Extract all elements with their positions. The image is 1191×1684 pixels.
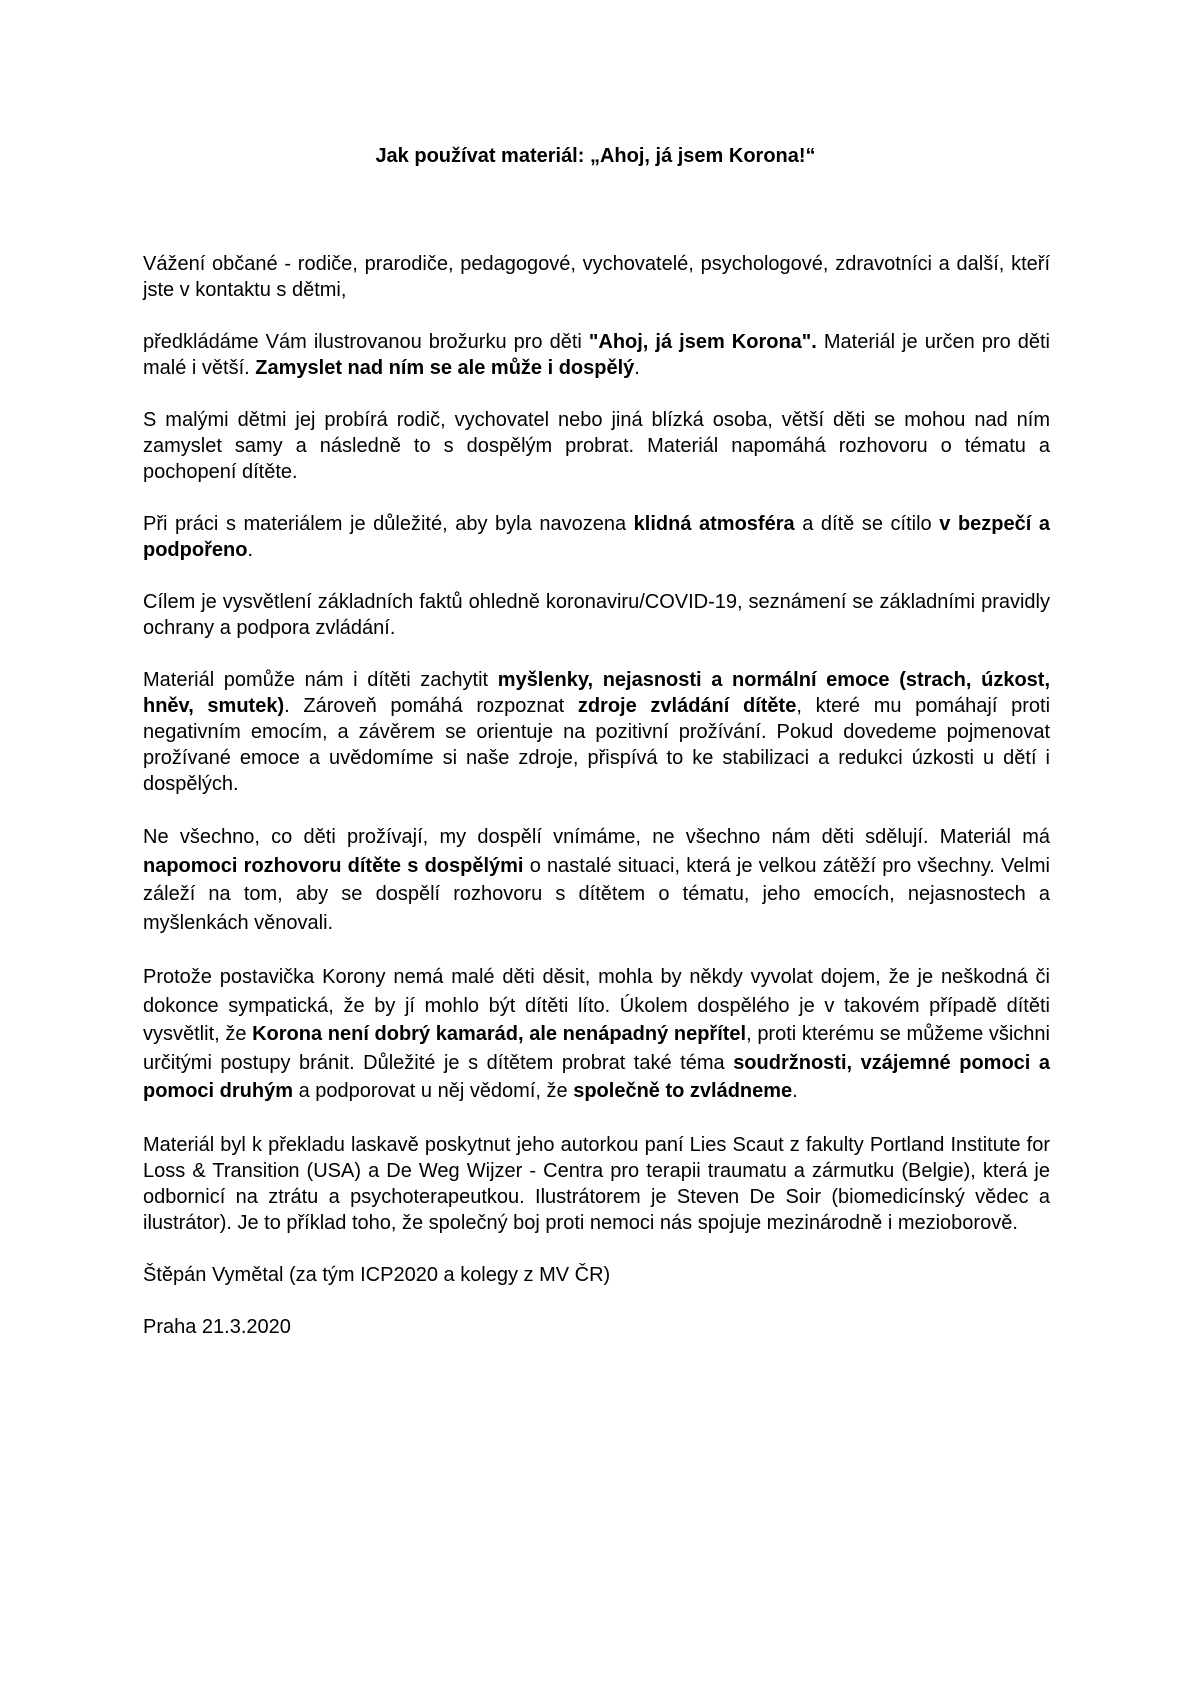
document-body bbox=[143, 251, 1050, 1366]
text-run: Materiál pomůže nám i dítěti zachytit bbox=[143, 669, 498, 691]
text-run: . bbox=[792, 1080, 798, 1102]
bold-run: myšlenky, nejasnosti a normální emoce (strach, úzkost, hněv, smutek) bbox=[143, 669, 1051, 717]
bold-run: společně to zvládneme bbox=[573, 1080, 793, 1102]
text-run: a dítě se cítilo bbox=[794, 513, 940, 535]
bold-run: Korona není dobrý kamarád, ale nenápadný nepřítel bbox=[252, 1023, 747, 1045]
text-run: . bbox=[634, 357, 640, 379]
bold-run: Zamyslet nad ním se ale může i dospělý bbox=[255, 357, 635, 379]
bold-run: soudržnosti, vzájemné pomoci a pomoci druhým bbox=[143, 1051, 1051, 1102]
document-title: Jak používat materiál: „Ahoj, já jsem Korona!“ bbox=[375, 145, 816, 167]
text-run: Materiál je určen pro děti malé i větší. bbox=[143, 331, 1050, 379]
paragraph-5 bbox=[143, 589, 1050, 641]
text-run: Ne všechno, co děti prožívají, my dospělí vnímáme, ne všechno nám děti sdělují. Materiál má bbox=[143, 826, 1050, 848]
paragraph-6 bbox=[143, 667, 1050, 797]
text-run: Materiál byl k překladu laskavě poskytnut jeho autorkou paní Lies Scaut z fakulty Portland Institute for Loss & Transition (USA) a De Weg Wijzer - Centra pro terapii traumatu a zármutku (Belgie), která je odbornicí na ztrátu a psychoterapeutkou. Ilustrátorem je Steven De Soir (biomedicínský vědec a ilustrátor). Je to příklad toho, že společný boj proti nemoci nás spojuje mezinárodně i mezioborově. bbox=[143, 1133, 1050, 1234]
text-run: Cílem je vysvětlení základních faktů ohledně koronaviru/COVID-19, seznámení se základními pravidly ochrany a podpora zvládání. bbox=[143, 591, 1050, 639]
text-run: předkládáme Vám ilustrovanou brožurku pro děti bbox=[143, 331, 589, 353]
bold-run: klidná atmosféra bbox=[633, 513, 795, 535]
text-run: Praha 21.3.2020 bbox=[143, 1315, 291, 1338]
paragraph-1 bbox=[143, 251, 1050, 303]
bold-run: zdroje zvládání dítěte bbox=[577, 695, 797, 717]
paragraph-11 bbox=[143, 1314, 1050, 1340]
text-run: a podporovat u něj vědomí, že bbox=[293, 1080, 574, 1102]
text-run: , proti kterému se můžeme všichni určitými postupy bránit. Důležité je s dítětem probrat také téma bbox=[143, 1023, 1050, 1074]
paragraph-9 bbox=[143, 1132, 1050, 1236]
text-run: S malými dětmi jej probírá rodič, vychovatel nebo jiná blízká osoba, větší děti se mohou nad ním zamyslet samy a následně to s dospělým probrat. Materiál napomáhá rozhovoru o tématu a pochopení dítěte. bbox=[143, 409, 1050, 483]
text-run: . Zároveň pomáhá rozpoznat bbox=[284, 695, 578, 717]
text-run: , které mu pomáhají proti negativním emocím, a závěrem se orientuje na pozitivní prožívání. Pokud dovedeme pojmenovat prožívané emoce a uvědomíme si naše zdroje, přispívá to ke stabilizaci a redukci úzkosti u dětí i dospělých. bbox=[143, 695, 1051, 795]
text-run: Vážení občané - rodiče, prarodiče, pedagogové, vychovatelé, psychologové, zdravotníci a další, kteří jste v kontaktu s dětmi, bbox=[143, 253, 1050, 301]
text-run: . bbox=[247, 539, 253, 561]
bold-run: v bezpečí a podpořeno bbox=[143, 513, 1051, 561]
paragraph-3 bbox=[143, 407, 1050, 485]
paragraph-10 bbox=[143, 1262, 1050, 1288]
text-run: Protože postavička Korony nemá malé děti děsit, mohla by někdy vyvolat dojem, že je neškodná či dokonce sympatická, že by jí mohlo být dítěti líto. Úkolem dospělého je v takovém případě dítěti vysvětlit, že bbox=[143, 966, 1050, 1045]
paragraph-7 bbox=[143, 823, 1050, 937]
text-run: o nastalé situaci, která je velkou zátěží pro všechny. Velmi záleží na tom, aby se dospělí rozhovoru s dítětem o tématu, jeho emocích, nejasnostech a myšlenkách věnovali. bbox=[143, 854, 1050, 934]
text-run: Štěpán Vymětal (za tým ICP2020 a kolegy z MV ČR) bbox=[143, 1263, 611, 1286]
text-run: Při práci s materiálem je důležité, aby byla navozena bbox=[143, 513, 634, 535]
paragraph-4 bbox=[143, 511, 1050, 563]
paragraph-8 bbox=[143, 963, 1050, 1106]
bold-run: napomoci rozhovoru dítěte s dospělými bbox=[143, 854, 524, 877]
paragraph-2 bbox=[143, 329, 1050, 381]
bold-run: "Ahoj, já jsem Korona". bbox=[588, 331, 817, 353]
